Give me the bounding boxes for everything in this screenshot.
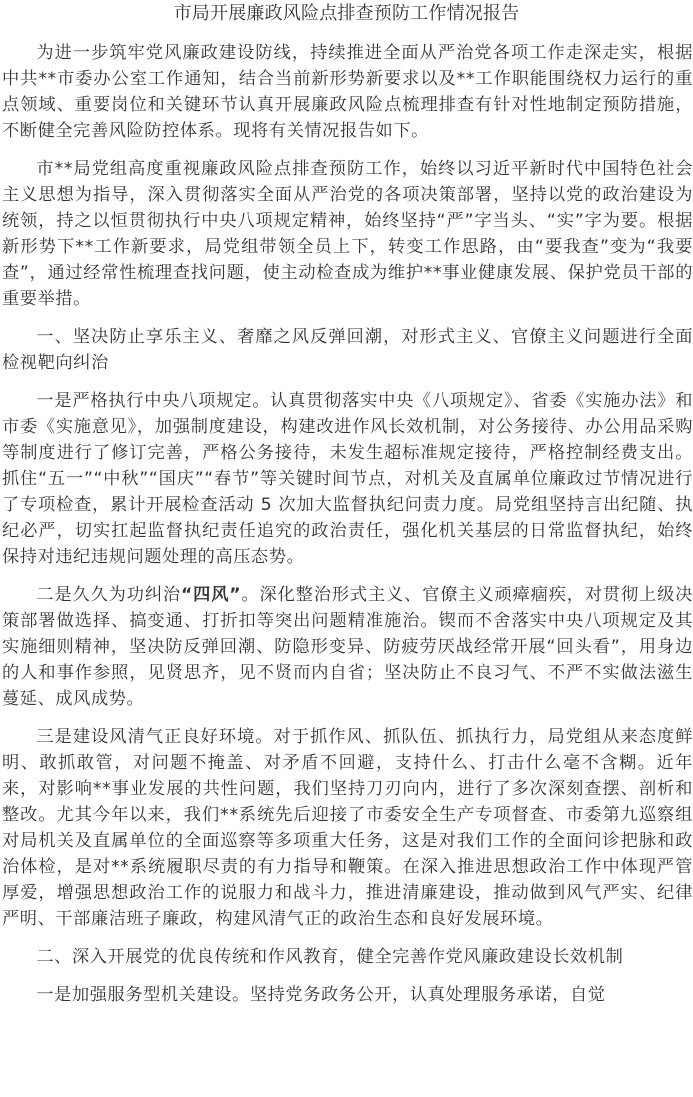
item-one-paragraph: 一是严格执行中央八项规定。认真贯彻落实中央《八项规定》、省委《实施办法》和市委《实施意见》，加强制度建设，构建改进作风长效机制，对公务接待、办公用品采购等制度进行了修订完善，严格公务接待，未发生超标准规定接待，严格控制经费支出。抓住“五一”“中秋”“国庆”“春节”等关键时间节点，对机关及直属单位廉政过节情况进行了专项检查，累计开展检查活动 5 次加大监督执纪问责力度。局党组坚持言出纪随、执纪必严，切实扛起监督执纪责任追究的政治责任，强化机关基层的日常监督执纪，始终保持对违纪违规问题处理的高压态势。 bbox=[2, 391, 693, 567]
section-heading-two: 二、深入开展党的优良传统和作风教育，健全完善作党风廉政建设长效机制 bbox=[36, 947, 624, 967]
section-heading-one: 一、坚决防止享乐主义、奢靡之风反弹回潮，对形式主义、官僚主义问题进行全面检视靶向纠治 bbox=[2, 327, 693, 373]
item-two-tail: 。深化整治形式主义、官僚主义顽瘴痼疾，对贯彻上级决策部署做选择、搞变通、打折扣等突出问题精准施治。锲而不舍落实中央八项规定及其实施细则精神，坚决防反弹回潮、防隐形变异、防疲劳厌战经常开展“回头看”，用身边的人和事作参照，见贤思齐，见不贤而内自省；坚决防止不良习气、不严不实做法滋生蔓延、成风成势。 bbox=[2, 585, 693, 709]
service-agency-paragraph: 一是加强服务型机关建设。坚持党务政务公开，认真处理服务承诺，自觉 bbox=[36, 985, 606, 1005]
item-two-paragraph bbox=[0, 582, 693, 712]
intro-paragraph: 为进一步筑牢党风廉政建设防线，持续推进全面从严治党各项工作走深走实，根据中共**市委办公室工作通知，结合当前新形势新要求以及**工作职能围绕权力运行的重点领域、重要岗位和关键环节认真开展廉政风险点梳理排查有针对性地制定预防措施，不断健全完善风险防控体系。现将有关情况报告如下。 bbox=[2, 43, 693, 141]
item-three-paragraph: 三是建设风清气正良好环境。对于抓作风、抓队伍、抓执行力，局党组从来态度鲜明、敢抓敢管，对问题不掩盖、对矛盾不回避，支持什么、打击什么毫不含糊。近年来，对影响**事业发展的共性问题，我们坚持刀刃向内，进行了多次深刻查摆、剖析和整改。尤其今年以来，我们**系统先后迎接了市委安全生产专项督查、市委第九巡察组对局机关及直属单位的全面巡察等多项重大任务，这是对我们工作的全面问诊把脉和政治体检，是对**系统履职尽责的有力指导和鞭策。在深入推进思想政治工作中体现严管厚爱，增强思想政治工作的说服力和战斗力，推进清廉建设，推动做到风气严实、纪律严明、干部廉洁班子廉政，构建风清气正的政治生态和良好发展环境。 bbox=[2, 727, 693, 929]
document-title: 市局开展廉政风险点排查预防工作情况报告 bbox=[173, 3, 520, 24]
party-group-paragraph: 市**局党组高度重视廉政风险点排查预防工作，始终以习近平新时代中国特色社会主义思想为指导，深入贯彻落实全面从严治党的各项决策部署，坚持以党的政治建设为统领，持之以恒贯彻执行中央八项规定精神，始终坚持“严”字当头、“实”字为要。根据新形势下**工作新要求，局党组带领全员上下，转变工作思路，由“要我查”变为“我要查”，通过经常性梳理查找问题，使主动检查成为维护**事业健康发展、保护党员干部的重要举措。 bbox=[2, 159, 693, 309]
item-two-bold-term: “四风” bbox=[180, 585, 242, 605]
item-two-head: 二是久久为功纠治 bbox=[36, 585, 181, 605]
